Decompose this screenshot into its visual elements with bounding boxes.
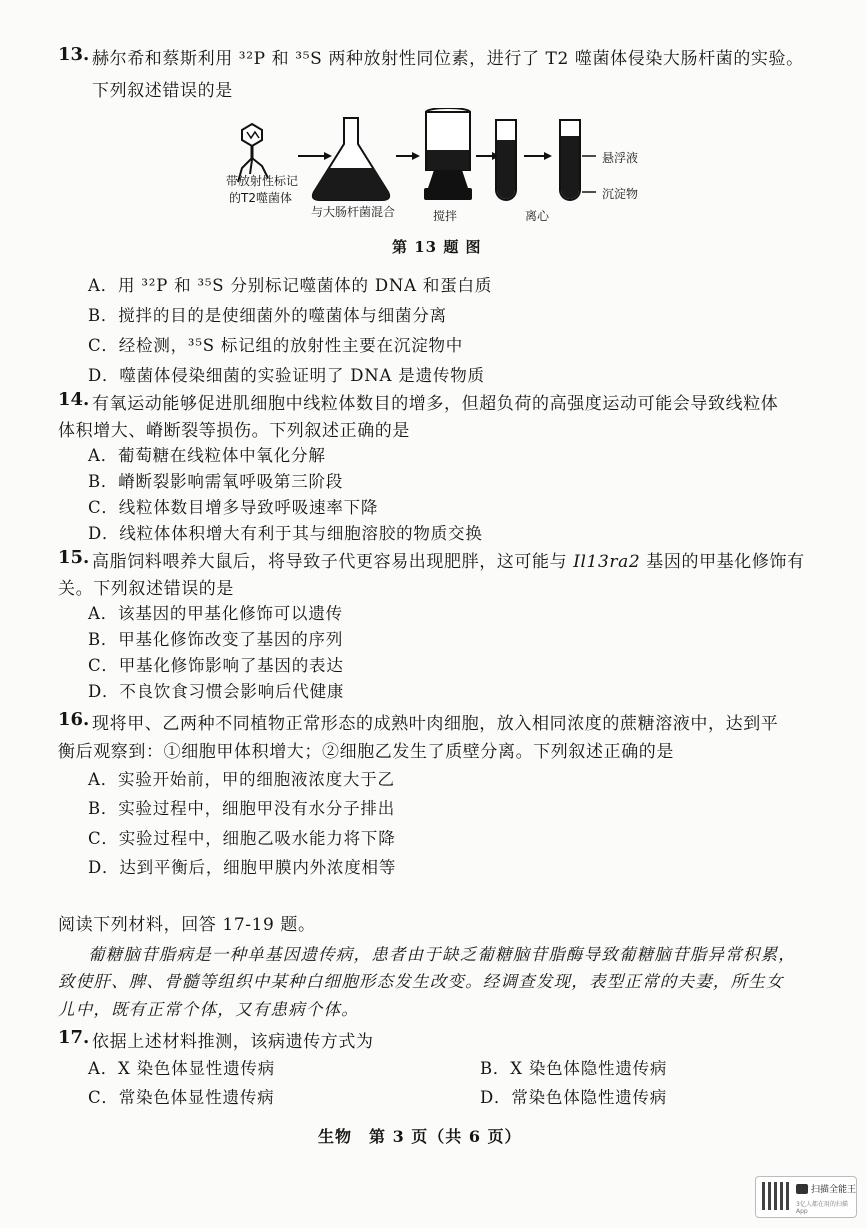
q15-gene-name: Il13ra2 [573, 552, 641, 572]
blender-icon [424, 108, 472, 200]
q13-option-d: D．噬菌体侵染细菌的实验证明了 DNA 是遗传物质 [88, 366, 485, 385]
q13-stem-line2: 下列叙述错误的是 [92, 81, 233, 101]
q14-option-c: C．线粒体数目增多导致呼吸速率下降 [88, 498, 379, 517]
q17-option-b: B．X 染色体隐性遗传病 [480, 1059, 668, 1078]
stir-label: 搅拌 [433, 209, 458, 223]
q16-option-d: D．达到平衡后，细胞甲膜内外浓度相等 [88, 858, 397, 877]
q17-stem: 依据上述材料推测，该病遗传方式为 [92, 1032, 374, 1052]
page-footer: 生物 第 3 页（共 6 页） [318, 1127, 522, 1146]
q15-option-b: B．甲基化修饰改变了基因的序列 [88, 630, 344, 649]
q14-number: 14. [58, 389, 90, 410]
q16-option-b: B．实验过程中，细胞甲没有水分子排出 [88, 799, 396, 818]
q14-stem-line1: 有氧运动能够促进肌细胞中线粒体数目的增多，但超负荷的高强度运动可能会导致线粒体 [92, 394, 779, 414]
q14-option-d: D．线粒体体积增大有利于其与细胞溶胶的物质交换 [88, 524, 483, 543]
scanner-logo-icon [796, 1184, 808, 1194]
q13-option-a: A．用 ³²P 和 ³⁵S 分别标记噬菌体的 DNA 和蛋白质 [88, 276, 493, 295]
q16-number: 16. [58, 709, 90, 730]
q17-number: 17. [58, 1027, 90, 1048]
q13-figure-caption: 第 13 题 图 [392, 238, 482, 256]
q15-stem-line2: 关。下列叙述错误的是 [58, 579, 234, 599]
scanner-watermark [755, 1176, 857, 1218]
q14-option-b: B．嵴断裂影响需氧呼吸第三阶段 [88, 472, 344, 491]
material-paragraph-line1: 葡糖脑苷脂病是一种单基因遗传病，患者由于缺乏葡糖脑苷脂酶导致葡糖脑苷脂异常积累， [88, 945, 796, 964]
phage-label-line2: 的T2噬菌体 [229, 191, 292, 205]
test-tube-centrifuge-icon [496, 120, 516, 200]
material-paragraph-line3: 儿中，既有正常个体，又有患病个体。 [58, 1000, 359, 1019]
q13-option-c: C．经检测，³⁵S 标记组的放射性主要在沉淀物中 [88, 336, 464, 355]
phage-label-line1: 带放射性标记 [226, 174, 299, 188]
q16-option-a: A．实验开始前，甲的细胞液浓度大于乙 [88, 770, 395, 789]
scanner-watermark-subtitle: 3亿人都在用的扫描App [796, 1201, 848, 1215]
sediment-label: 沉淀物 [602, 187, 639, 201]
scanner-watermark-title: 扫描全能王 [811, 1185, 857, 1195]
q15-option-d: D．不良饮食习惯会影响后代健康 [88, 682, 345, 701]
q17-option-d: D．常染色体隐性遗传病 [480, 1088, 668, 1107]
q15-stem-text-a: 高脂饲料喂养大鼠后，将导致子代更容易出现肥胖，这可能与 [92, 552, 574, 572]
q15-stem-line1 [92, 547, 805, 572]
centrifuge-label: 离心 [525, 209, 550, 223]
test-tube-result-icon [560, 120, 596, 200]
q16-stem-line2: 衡后观察到：①细胞甲体积增大；②细胞乙发生了质壁分离。下列叙述正确的是 [58, 742, 674, 762]
material-paragraph-line2: 致使肝、脾、骨髓等组织中某种白细胞形态发生改变。经调查发现，表型正常的夫妻，所生女 [58, 972, 784, 991]
q13-option-b: B．搅拌的目的是使细菌外的噬菌体与细菌分离 [88, 306, 447, 325]
q15-option-a: A．该基因的甲基化修饰可以遗传 [88, 604, 343, 623]
q16-option-c: C．实验过程中，细胞乙吸水能力将下降 [88, 829, 396, 848]
q14-option-a: A．葡萄糖在线粒体中氧化分解 [88, 446, 326, 465]
supernatant-label: 悬浮液 [602, 151, 639, 165]
q13-stem-line1: 赫尔希和蔡斯利用 ³²P 和 ³⁵S 两种放射性同位素，进行了 T2 噬菌体侵染大肠杆菌的实验。 [92, 49, 804, 69]
q14-stem-line2: 体积增大、嵴断裂等损伤。下列叙述正确的是 [58, 421, 410, 441]
mix-label: 与大肠杆菌混合 [311, 205, 396, 219]
qr-code-icon [762, 1182, 790, 1210]
q15-stem-text-b: 基因的甲基化修饰有 [640, 552, 805, 572]
material-intro: 阅读下列材料，回答 17-19 题。 [58, 915, 316, 935]
q17-option-a: A．X 染色体显性遗传病 [88, 1059, 276, 1078]
q17-option-c: C．常染色体显性遗传病 [88, 1088, 275, 1107]
q15-number: 15. [58, 547, 90, 568]
q16-stem-line1: 现将甲、乙两种不同植物正常形态的成熟叶肉细胞，放入相同浓度的蔗糖溶液中，达到平 [92, 714, 779, 734]
q13-number: 13. [58, 44, 90, 65]
q15-option-c: C．甲基化修饰影响了基因的表达 [88, 656, 344, 675]
